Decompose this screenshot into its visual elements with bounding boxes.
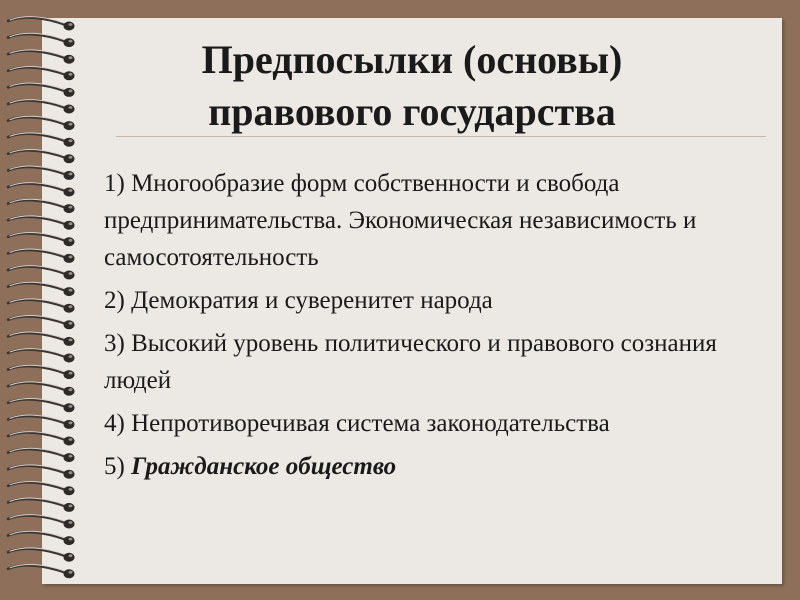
item-list [104, 165, 764, 491]
title-line-2: правового государства [208, 89, 616, 134]
list-item-5-prefix: 5) [104, 453, 132, 480]
list-item-4: 4) Непротиворечивая система законодательства [104, 410, 610, 437]
list-item-5-emphasis: Гражданское общество [131, 453, 397, 480]
slide-title [42, 34, 782, 138]
list-item-3: 3) Высокий уровень политического и правового сознания людей [104, 330, 717, 394]
list-item-5 [104, 448, 764, 485]
list-item-1: 1) Многообразие форм собственности и свобода предпринимательства. Экономическая независимость и самосотоятельность [104, 170, 697, 271]
title-divider [116, 136, 766, 137]
title-line-1: Предпосылки (основы) [201, 37, 623, 82]
list-item-2: 2) Демократия и суверенитет народа [104, 287, 493, 314]
